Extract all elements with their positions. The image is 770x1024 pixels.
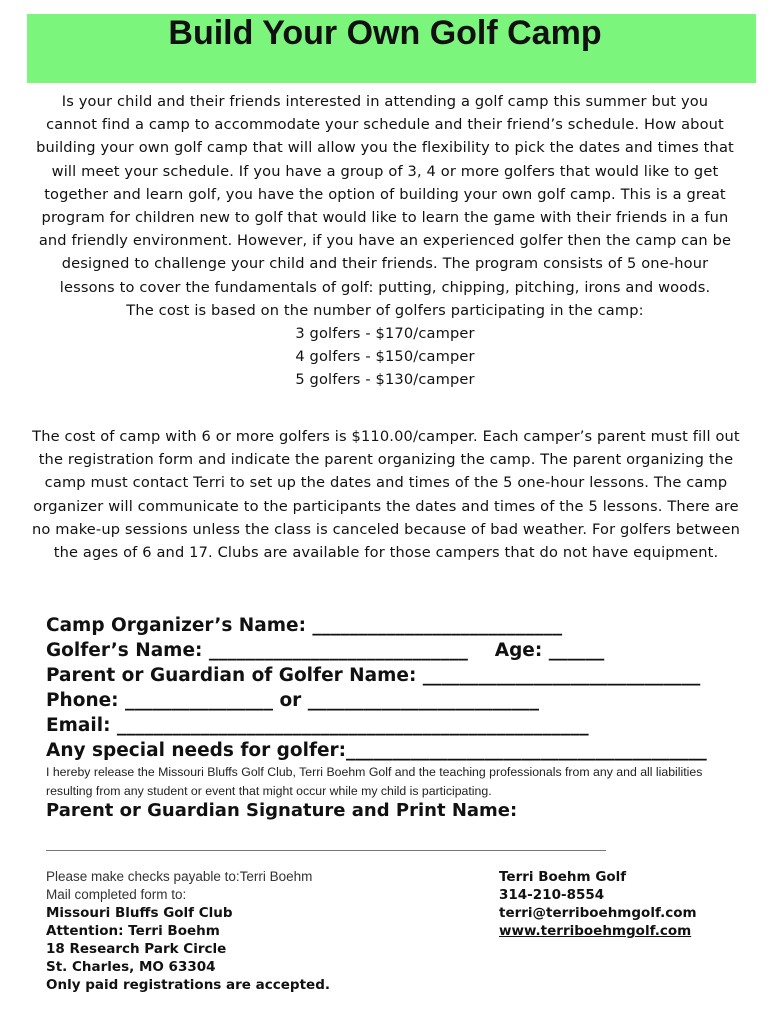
club-name: Missouri Bluffs Golf Club (46, 905, 233, 921)
signature-line[interactable] (46, 850, 606, 851)
intro-section (34, 90, 736, 392)
signature-label: Parent or Guardian Signature and Print Name: (46, 800, 518, 821)
price-3-golfers: 3 golfers - $170/camper (295, 325, 475, 343)
email-field[interactable]: Email: ___________________________________________________ (46, 715, 589, 736)
intro-paragraph: Is your child and their friends interested in attending a golf camp this summer but you cannot find a camp to accommodate your schedule and their friend’s schedule. How about building your own golf camp that will allow you the flexibility to pick the dates and times that will meet your schedule. If you have a group of 3, 4 or more golfers that would like to get together and learn golf, you have the option of building your own golf camp. This is a great program for children new to golf that would like to learn the game with their friends in a fun and friendly environment. However, if you have an experienced golfer then the camp can be designed to challenge your child and their friends. The program consists of 5 one-hour lessons to cover the fundamentals of golf: putting, chipping, pitching, irons and woods. (36, 93, 734, 296)
phone-field[interactable]: Phone: ________________ (46, 690, 273, 711)
organizer-name-field[interactable]: Camp Organizer’s Name: ___________________________ (46, 615, 563, 636)
liability-release: I hereby release the Missouri Bluffs Golf Club, Terri Boehm Golf and the teaching professionals from any and all liabilities resulting from any student or event that might occur while my child is participating. (46, 765, 703, 798)
mail-form-line: Mail completed form to: (46, 887, 187, 902)
golfer-name-field[interactable]: Golfer’s Name: ____________________________ (46, 640, 468, 661)
payment-info (46, 868, 330, 994)
contact-name: Terri Boehm Golf (499, 869, 627, 885)
paid-registrations-note: Only paid registrations are accepted. (46, 977, 331, 993)
street-address: 18 Research Park Circle (46, 941, 227, 957)
phone-or-label: or (279, 690, 302, 711)
details-paragraph: The cost of camp with 6 or more golfers is $110.00/camper. Each camper’s parent must fill out the registration form and indicate the parent organizing the camp. The parent organizing the camp must contact Terri to set up the dates and times of the 5 one-hour lessons. The camp organizer will communicate to the participants the dates and times of the 5 lessons. There are no make-up sessions unless the class is canceled because of bad weather. For golfers between the ages of 6 and 17. Clubs are available for those campers that do not have equipment. (31, 428, 741, 562)
attention-line: Attention: Terri Boehm (46, 923, 220, 939)
phone-row (46, 688, 746, 713)
cost-line: The cost is based on the number of golfers participating in the camp: (126, 301, 644, 319)
guardian-name-field[interactable]: Parent or Guardian of Golfer Name: ______________________________ (46, 665, 701, 686)
city-state-zip: St. Charles, MO 63304 (46, 959, 216, 975)
price-4-golfers: 4 golfers - $150/camper (295, 348, 475, 366)
contact-website-link[interactable]: www.terriboehmgolf.com (499, 923, 692, 939)
special-needs-field[interactable]: Any special needs for golfer:_______________________________________ (46, 740, 707, 761)
contact-email[interactable]: terri@terriboehmgolf.com (499, 905, 697, 921)
phone-alt-field[interactable]: _________________________ (307, 690, 539, 711)
registration-form (46, 613, 746, 763)
price-5-golfers: 5 golfers - $130/camper (295, 371, 475, 389)
page-title: Build Your Own Golf Camp (168, 14, 602, 52)
checks-payable-line: Please make checks payable to:Terri Boehm (46, 869, 313, 884)
contact-info (499, 868, 697, 940)
golfer-row (46, 638, 746, 663)
age-field[interactable]: Age: ______ (494, 640, 605, 661)
contact-phone: 314-210-8554 (499, 887, 605, 903)
